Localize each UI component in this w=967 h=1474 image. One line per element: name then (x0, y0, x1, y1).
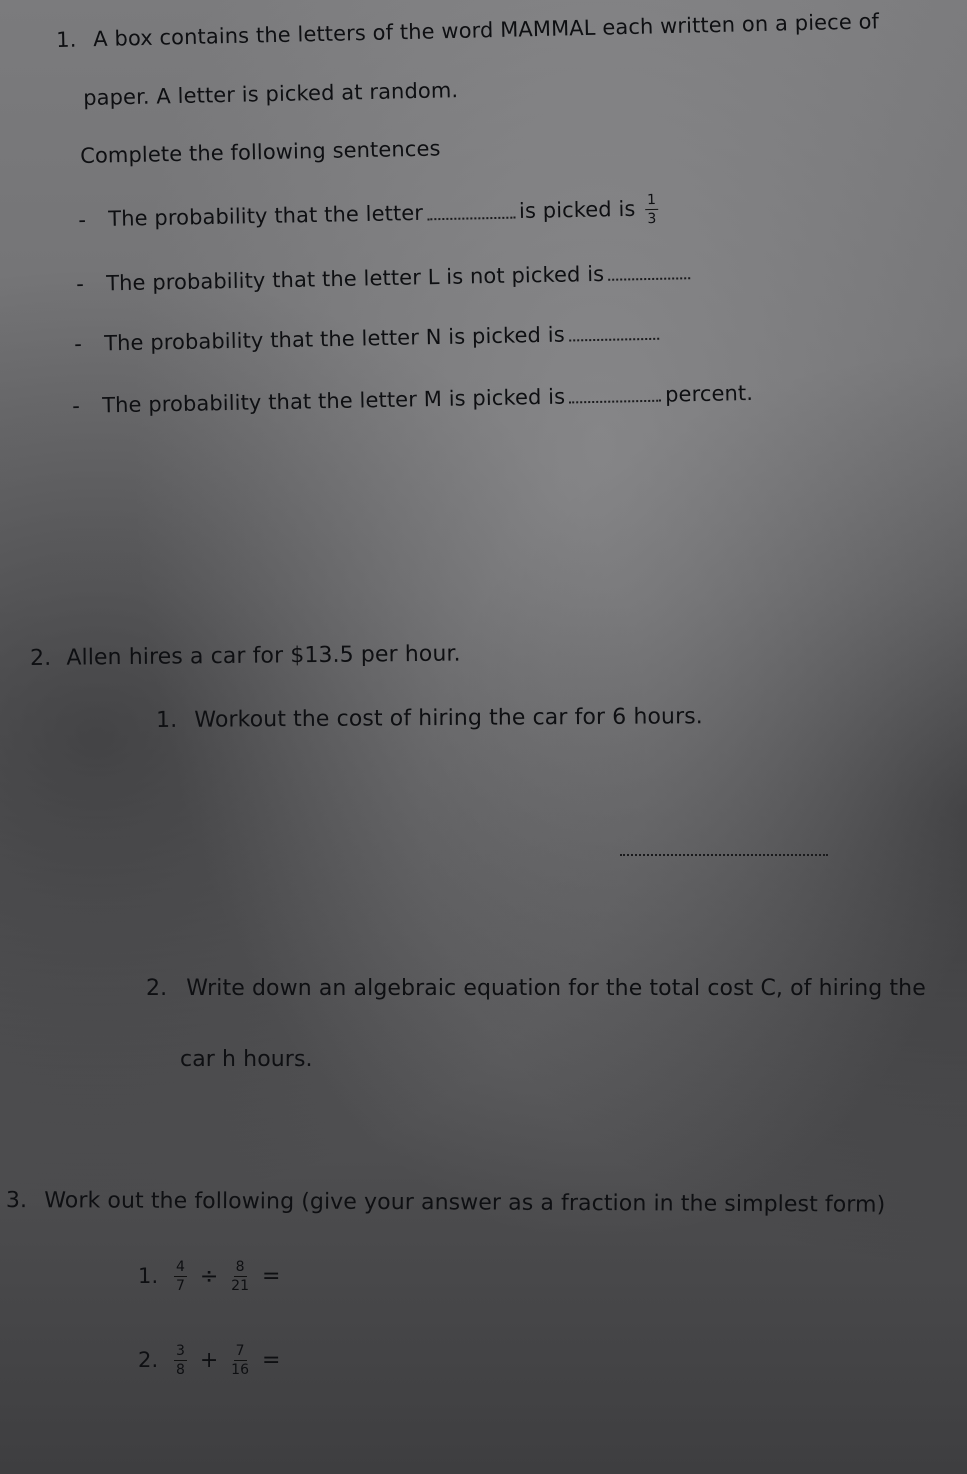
q1-item-1-text: The probability that the letter (108, 200, 424, 231)
fraction (174, 1260, 187, 1293)
q1-item-1-text-after: is picked is (518, 196, 636, 224)
q3-part1-number: 1. (138, 1264, 159, 1288)
q3-number: 3. (5, 1188, 28, 1214)
answer-blank[interactable] (569, 326, 659, 342)
q1-item-1 (78, 193, 662, 237)
q2-part2 (146, 978, 926, 1000)
q2-part2-text-line1: Write down an algebraic equation for the total cost C, of hiring the (186, 976, 926, 1001)
q2-part1 (156, 706, 703, 732)
equals-sign: = (261, 1347, 281, 1373)
q1-item-4 (71, 380, 754, 418)
q1-item-2 (76, 262, 694, 295)
q1-line1 (56, 11, 879, 51)
answer-blank[interactable] (569, 388, 661, 404)
fraction-numerator: 4 (176, 1259, 186, 1275)
fraction-denominator: 16 (231, 1362, 250, 1378)
q1-item-4-text-after: percent. (664, 380, 754, 407)
q1-text-line2: paper. A letter is picked at random. (82, 78, 459, 110)
q3-part2 (138, 1344, 284, 1377)
q1-item-4-text: The probability that the letter M is picked is (101, 384, 566, 418)
q3-stem (6, 1190, 885, 1217)
fraction-denominator: 7 (176, 1278, 186, 1294)
q1-number: 1. (55, 27, 77, 52)
q1-item-3 (74, 323, 663, 355)
fraction (174, 1344, 187, 1377)
answer-blank[interactable] (427, 204, 515, 220)
bullet: - (73, 331, 83, 356)
q3-stem-text: Work out the following (give your answer as a fraction in the simplest form) (44, 1188, 886, 1218)
fraction (231, 1260, 249, 1293)
plus-operator: + (199, 1347, 219, 1373)
q3-part2-number: 2. (138, 1348, 159, 1372)
answer-blank[interactable] (608, 265, 690, 281)
fraction-denominator: 21 (231, 1278, 250, 1294)
fraction (231, 1344, 249, 1377)
q2-stem (30, 643, 461, 670)
divide-operator: ÷ (199, 1263, 219, 1289)
fraction (645, 193, 659, 226)
q1-text-line1: A box contains the letters of the word MAMMAL each written on a piece of (92, 9, 880, 52)
fraction-numerator: 8 (235, 1259, 245, 1275)
q2-number: 2. (29, 645, 52, 671)
q1-instruction: Complete the following sentences (79, 136, 441, 168)
fraction-denominator: 8 (176, 1362, 186, 1378)
bullet: - (75, 271, 85, 296)
q2-part2-number: 2. (146, 976, 168, 1001)
q2-part1-number: 1. (155, 707, 178, 733)
q2-part1-text: Workout the cost of hiring the car for 6 hours. (194, 704, 703, 733)
fraction-numerator: 3 (176, 1343, 186, 1359)
q2-part1-answer-line[interactable] (620, 854, 828, 856)
q3-part1 (138, 1260, 284, 1293)
fraction-numerator: 7 (235, 1343, 245, 1359)
fraction-denominator: 3 (647, 210, 657, 228)
equals-sign: = (261, 1263, 281, 1289)
bullet: - (78, 207, 87, 232)
q1-item-2-text: The probability that the letter L is not picked is (105, 261, 605, 296)
q2-stem-text: Allen hires a car for $13.5 per hour. (66, 641, 461, 671)
fraction-numerator: 1 (645, 193, 658, 210)
q1-item-3-text: The probability that the letter N is picked is (103, 322, 565, 356)
bullet: - (71, 393, 81, 418)
q2-part2-text-line2: car h hours. (180, 1047, 313, 1072)
